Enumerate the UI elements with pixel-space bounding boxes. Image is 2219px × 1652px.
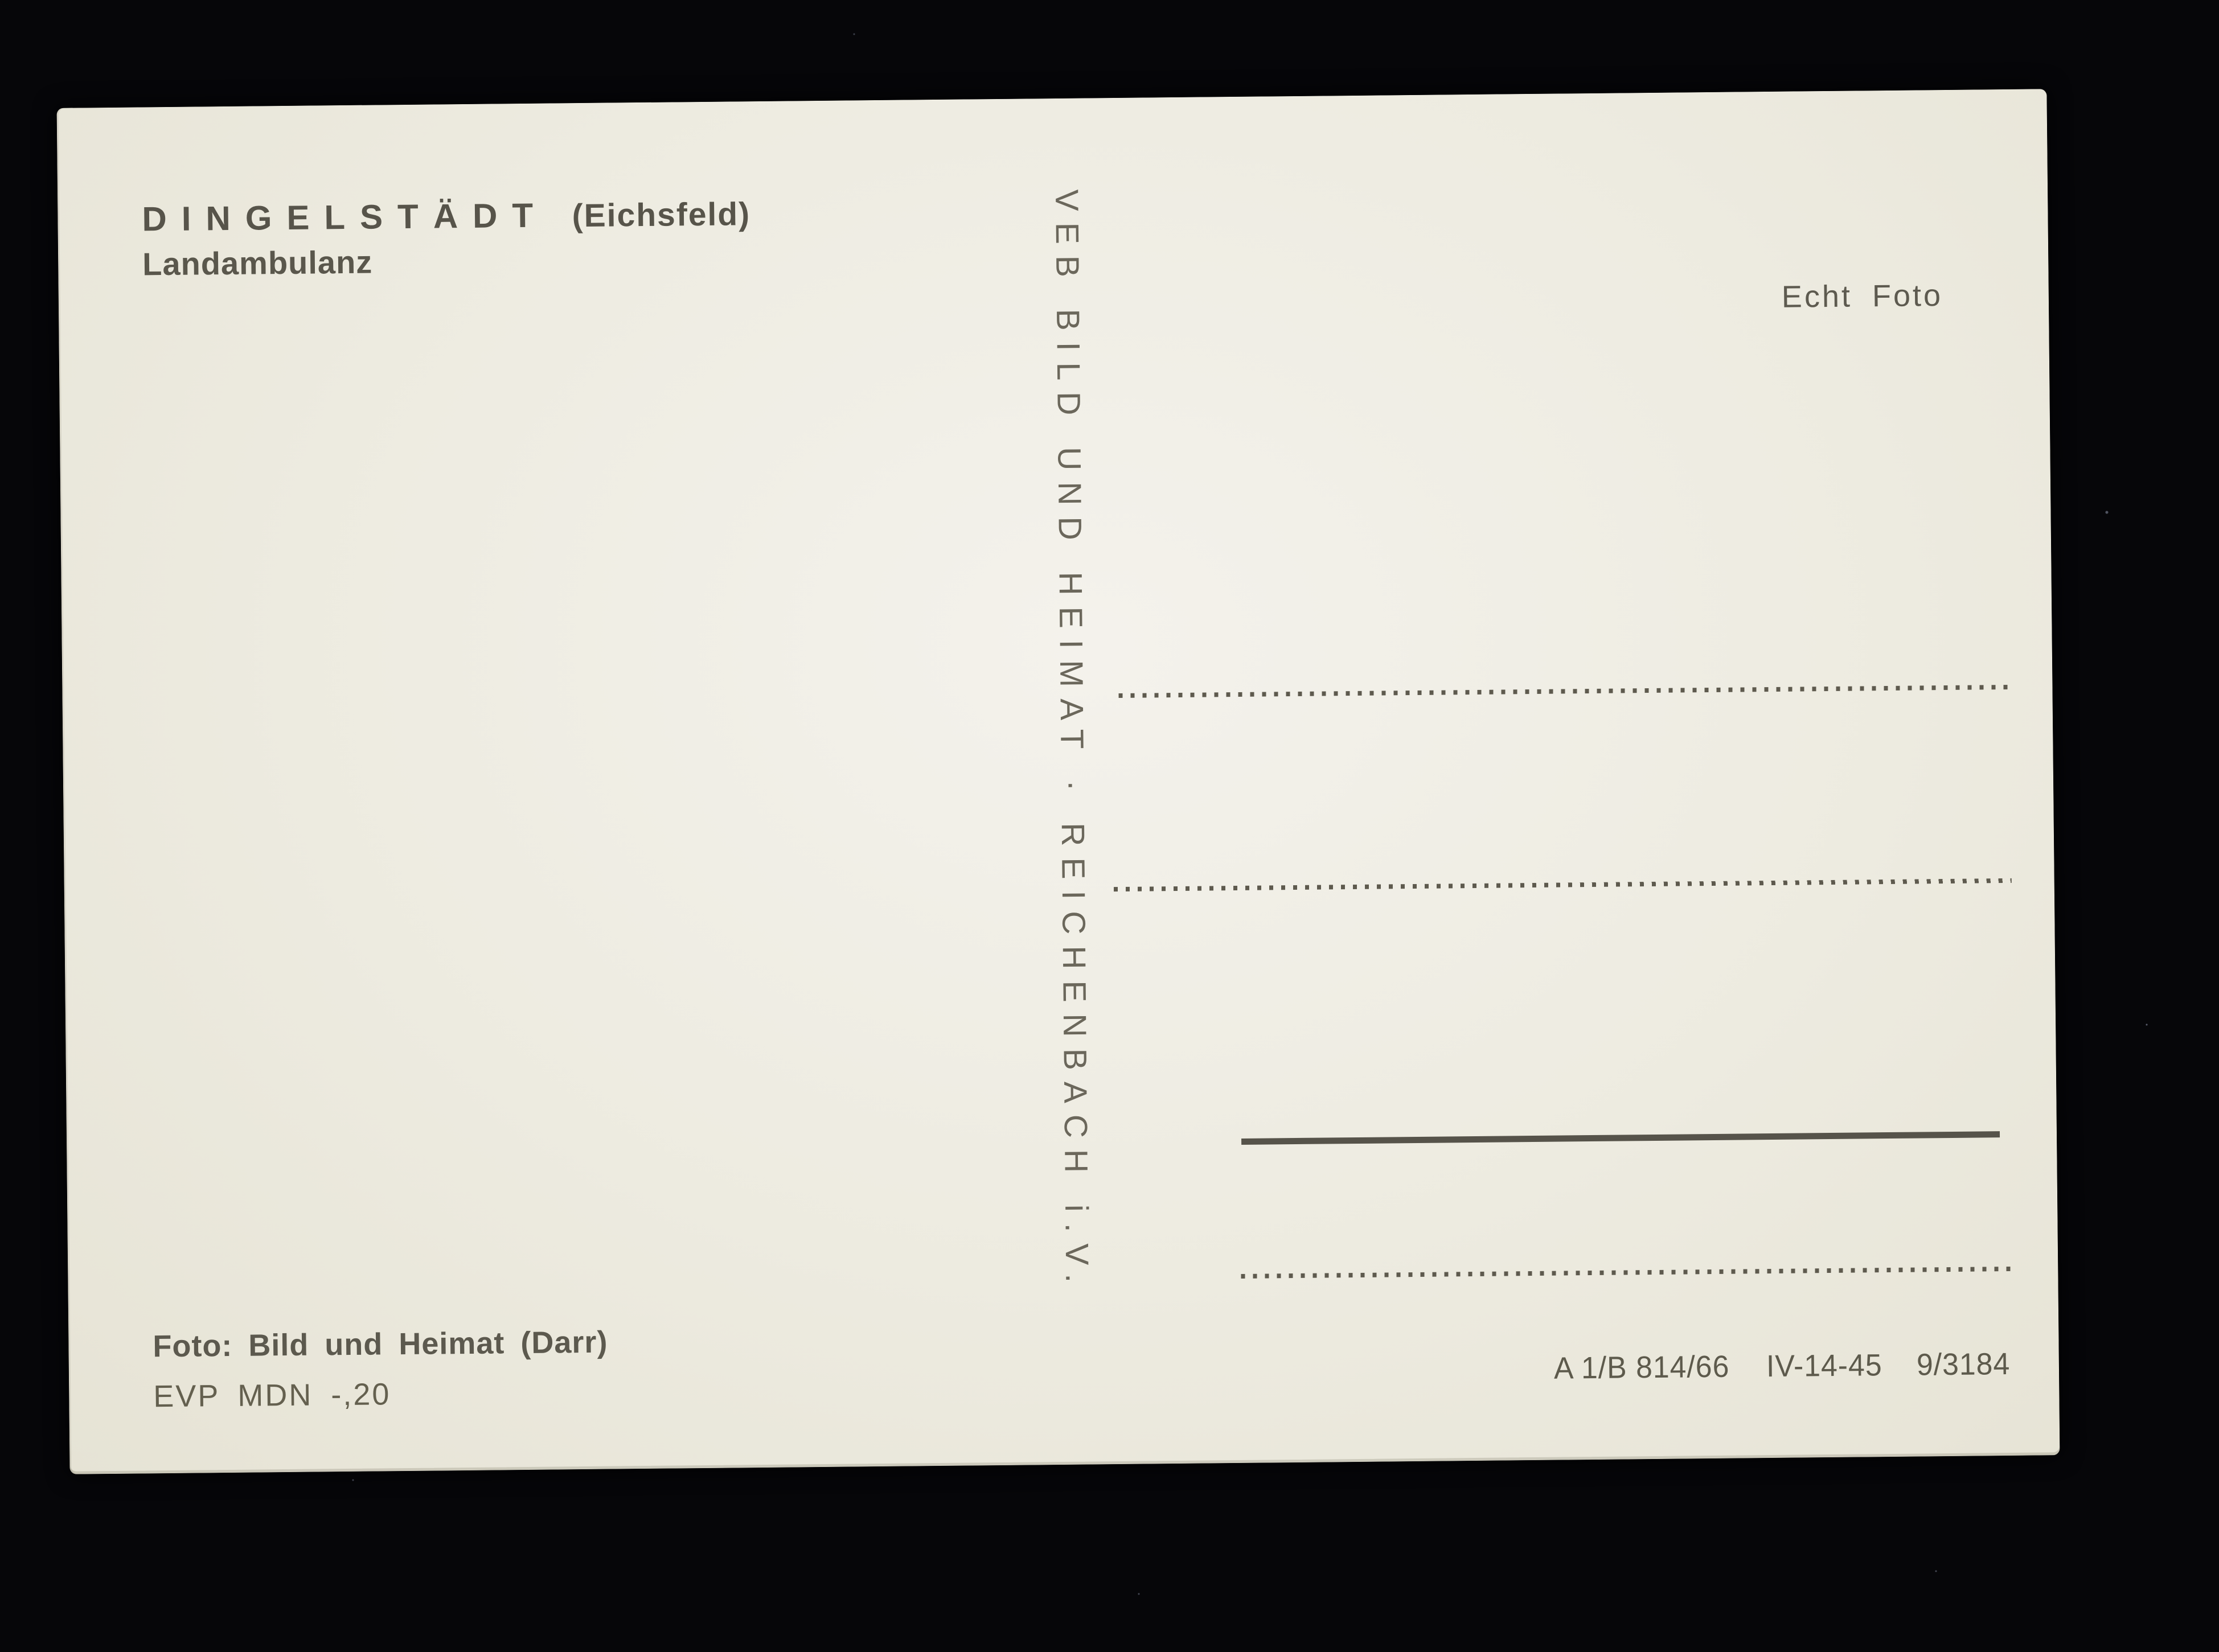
print-code-batch: IV-14-45 (1766, 1348, 1883, 1384)
address-line-dotted-1 (1119, 685, 2010, 698)
postcard-back (57, 89, 2060, 1474)
address-line-dotted-3 (1241, 1267, 2015, 1279)
price-evp: EVP MDN -,20 (153, 1377, 391, 1414)
caption-region: (Eichsfeld) (572, 196, 751, 235)
caption-subtitle: Landambulanz (142, 244, 373, 282)
print-codes (1554, 1346, 2015, 1386)
caption-title-line (142, 191, 750, 242)
photo-credit: Foto: Bild und Heimat (Darr) (153, 1325, 608, 1364)
address-line-solid (1241, 1131, 2000, 1145)
publisher-imprint-vertical: VEB BILD UND HEIMAT · REICHENBACH i.V. (1048, 189, 1096, 1295)
address-line-dotted-2 (1114, 878, 2012, 891)
print-code-series: A 1/B 814/66 (1553, 1349, 1730, 1386)
caption-city: DINGELSTÄDT (142, 196, 548, 239)
caption-block (142, 191, 751, 282)
print-code-run: 9/3184 (1917, 1346, 2011, 1382)
echt-foto-mark: Echt Foto (1781, 278, 1943, 314)
